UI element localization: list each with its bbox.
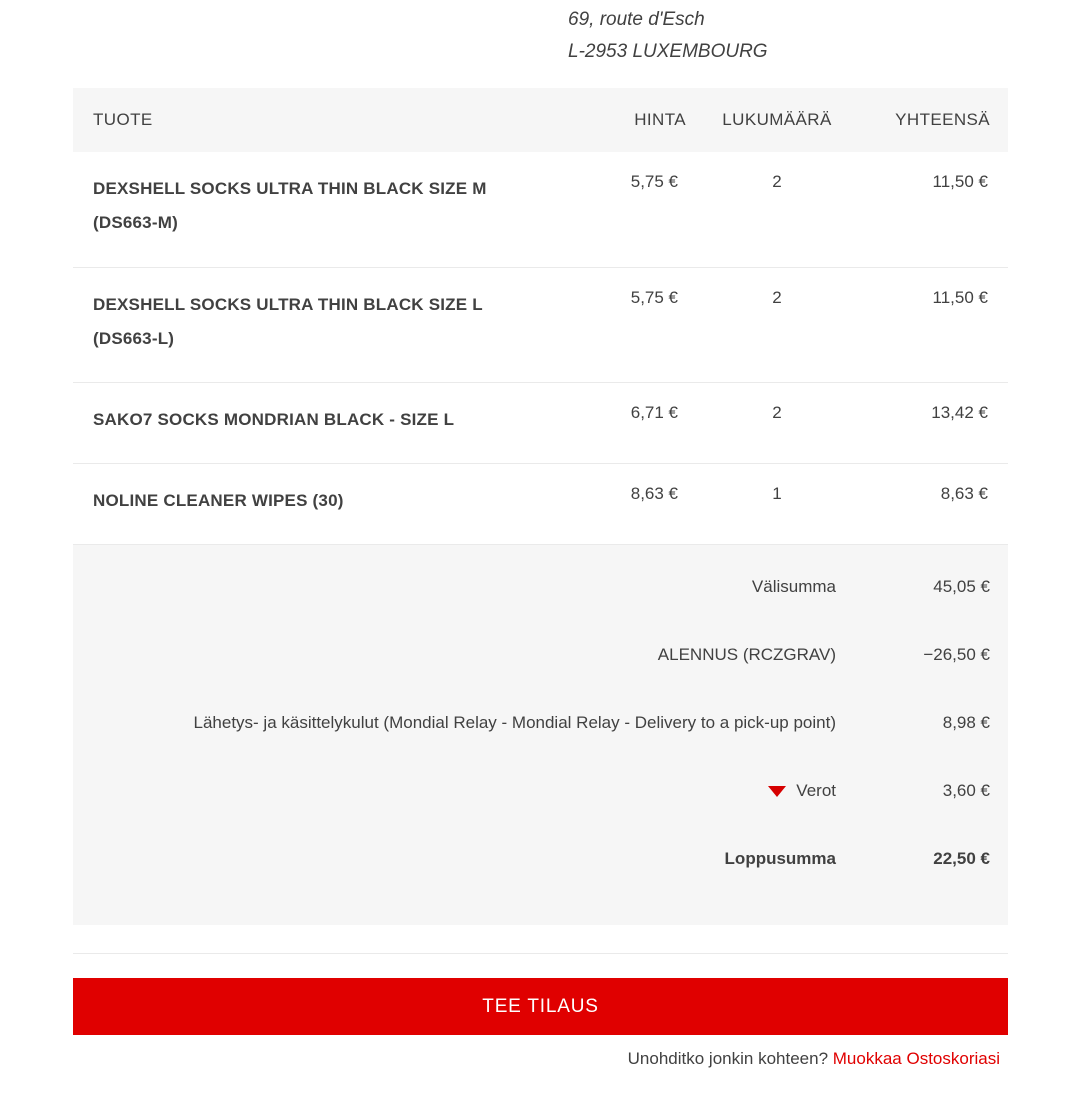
- totals-row-discount: [73, 635, 1008, 703]
- table-header-row: [73, 88, 1008, 152]
- chevron-down-icon[interactable]: [768, 786, 786, 797]
- edit-cart-note-text: Unohditko jonkin kohteen?: [627, 1049, 829, 1068]
- edit-cart-note: [628, 1049, 1000, 1069]
- column-header-total: YHTEENSÄ: [895, 110, 990, 129]
- company-address: [568, 4, 768, 68]
- footer-divider: [73, 953, 1008, 954]
- cell-quantity: 2: [698, 267, 856, 382]
- cart-summary-table: [73, 88, 1008, 545]
- totals-row-tax[interactable]: [73, 771, 1008, 839]
- totals-panel: [73, 545, 1008, 925]
- tax-value: 3,60 €: [942, 781, 990, 800]
- cell-total: 11,50 €: [856, 267, 1008, 382]
- address-line-1: 69, route d'Esch: [568, 9, 705, 30]
- table-row: [73, 152, 1008, 267]
- cell-product: NOLINE CLEANER WIPES (30): [73, 463, 570, 544]
- cell-total: 13,42 €: [856, 382, 1008, 463]
- final-total-label: Loppusumma: [724, 849, 836, 868]
- column-header-price: HINTA: [634, 110, 686, 129]
- cell-price: 6,71 €: [570, 382, 698, 463]
- subtotal-value: 45,05 €: [933, 577, 990, 596]
- discount-value: −26,50 €: [923, 645, 990, 664]
- shipping-value: 8,98 €: [942, 713, 990, 732]
- discount-label: ALENNUS (RCZGRAV): [657, 645, 836, 664]
- table-row: [73, 463, 1008, 544]
- table-header: [73, 88, 1008, 152]
- table-row: [73, 267, 1008, 382]
- column-header-product: TUOTE: [93, 110, 153, 129]
- final-total-value: 22,50 €: [933, 849, 990, 868]
- cell-quantity: 2: [698, 382, 856, 463]
- totals-row-shipping: [73, 703, 1008, 771]
- place-order-button[interactable]: TEE TILAUS: [73, 978, 1008, 1035]
- cell-price: 5,75 €: [570, 267, 698, 382]
- cell-quantity: 1: [698, 463, 856, 544]
- cell-product: DEXSHELL SOCKS ULTRA THIN BLACK SIZE M (DS663-M): [73, 152, 570, 267]
- cell-price: 5,75 €: [570, 152, 698, 267]
- table-row: [73, 382, 1008, 463]
- tax-label-container: [97, 771, 858, 810]
- cell-price: 8,63 €: [570, 463, 698, 544]
- cell-total: 8,63 €: [856, 463, 1008, 544]
- table-body: [73, 152, 1008, 544]
- cell-total: 11,50 €: [856, 152, 1008, 267]
- cell-product: SAKO7 SOCKS MONDRIAN BLACK - SIZE L: [73, 382, 570, 463]
- subtotal-label: Välisumma: [751, 577, 836, 596]
- totals-row-final: [73, 839, 1008, 907]
- address-line-2: L-2953 LUXEMBOURG: [568, 41, 768, 62]
- shipping-label: Lähetys- ja käsittelykulut (Mondial Relay - Mondial Relay - Delivery to a pick-up point): [193, 713, 836, 732]
- cell-quantity: 2: [698, 152, 856, 267]
- cell-product: DEXSHELL SOCKS ULTRA THIN BLACK SIZE L (DS663-L): [73, 267, 570, 382]
- column-header-quantity: LUKUMÄÄRÄ: [722, 110, 832, 129]
- tax-label: Verot: [796, 781, 836, 800]
- totals-row-subtotal: [73, 567, 1008, 635]
- edit-cart-link[interactable]: Muokkaa Ostoskoriasi: [832, 1049, 1000, 1068]
